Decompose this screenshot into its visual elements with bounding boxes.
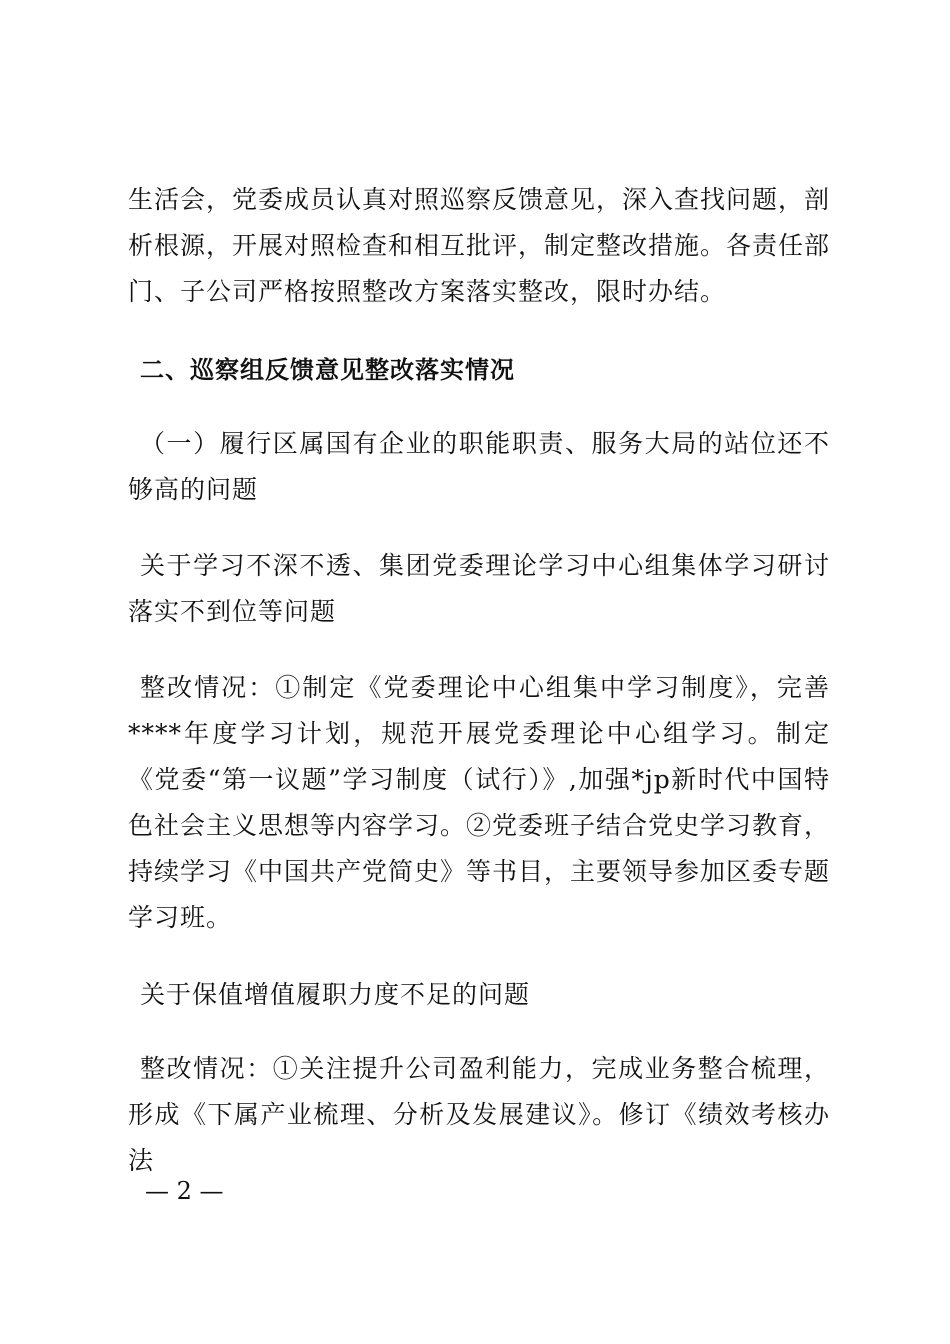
issue-2-title: 关于保值增值履职力度不足的问题 — [140, 980, 531, 1009]
issue-1-rectification: 整改情况：①制定《党委理论中心组集中学习制度》，完善****年度学习计划，规范开展党委理论中心组学习。制定《党委“第一议题”学习制度（试行）》,加强*jp新时代中国特色社会主义思想等内容学习。②党委班子结合党史学习教育，持续学习《中国共产党简史》等书目，主要领导参加区委专题学习班。 — [128, 673, 831, 932]
intro-paragraph: 生活会，党委成员认真对照巡察反馈意见，深入查找问题，剖析根源，开展对照检查和相互批评，制定整改措施。各责任部门、子公司严格按照整改方案落实整改，限时办结。 — [128, 185, 831, 306]
subsection-heading: （一）履行区属国有企业的职能职责、服务大局的站位还不够高的问题 — [128, 429, 830, 504]
issue-1-title: 关于学习不深不透、集团党委理论学习中心组集体学习研讨落实不到位等问题 — [128, 551, 830, 626]
page-number: — 2 — — [145, 1177, 224, 1205]
issue-2-rectification: 整改情况：①关注提升公司盈利能力，完成业务整合梳理，形成《下属产业梳理、分析及发展建议》。修订《绩效考核办法 — [128, 1054, 830, 1175]
section-heading: 二、巡察组反馈意见整改落实情况 — [140, 356, 515, 384]
